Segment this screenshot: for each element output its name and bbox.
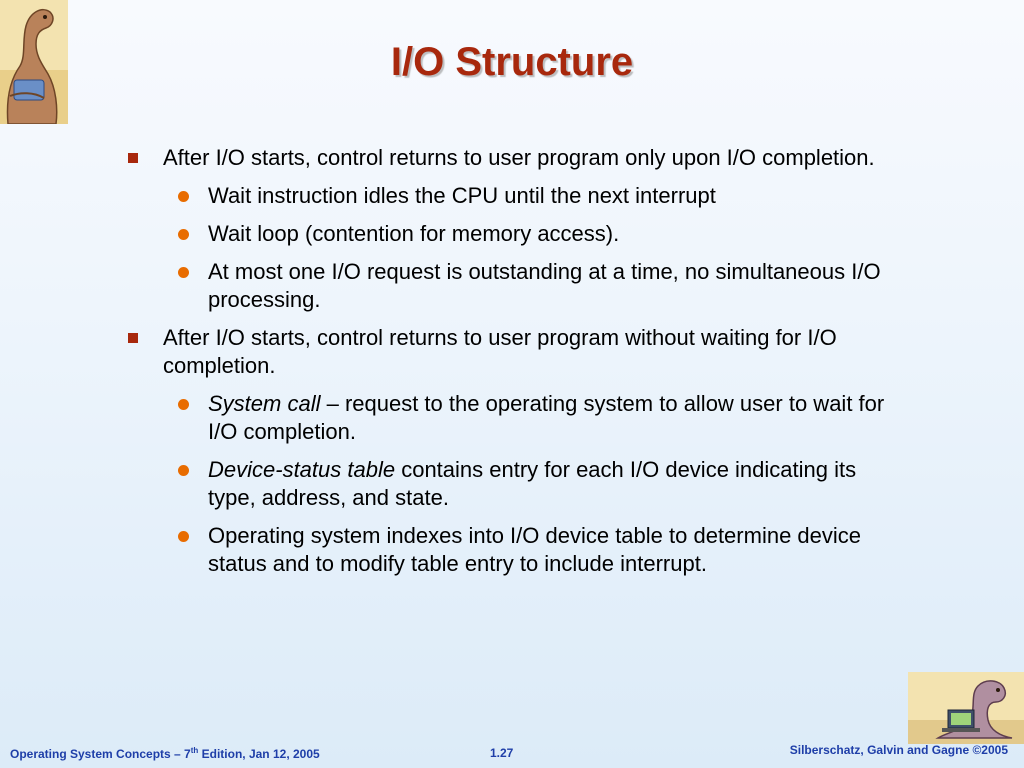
footer-authors: Silberschatz, Galvin and Gagne ©2005: [789, 743, 1008, 757]
bullet-term: Device-status table: [208, 457, 396, 482]
bullet-text: – request to the operating system to allow user to wait for I/O completion.: [208, 391, 885, 444]
bullet-text: After I/O starts, control returns to user program without waiting for I/O completion.: [163, 325, 837, 378]
bullet-term: System call: [208, 391, 321, 416]
footer-book-title: Operating System Concepts – 7th Edition, Jan 12, 2005: [10, 746, 320, 761]
round-bullet-icon: [178, 191, 189, 202]
dinosaur-laptop-icon: [908, 672, 1024, 744]
round-bullet-icon: [178, 229, 189, 240]
slide-title: I/O Structure: [390, 40, 634, 84]
footer-page-number: 1.27: [490, 746, 514, 760]
bullet-item: [126, 324, 896, 380]
bullet-text: Wait loop (contention for memory access).: [208, 221, 620, 246]
bullet-text: Wait instruction idles the CPU until the next interrupt: [208, 183, 716, 208]
sub-bullet-item: [126, 522, 896, 578]
bullet-text: Operating system indexes into I/O device table to determine device status and to modify table entry to include interrupt.: [208, 523, 862, 576]
bullet-item: [126, 144, 896, 172]
sub-bullet-item: [126, 182, 896, 210]
sub-bullet-item: [126, 390, 896, 446]
round-bullet-icon: [178, 465, 189, 476]
square-bullet-icon: [128, 153, 138, 163]
bullet-list: [126, 144, 896, 588]
round-bullet-icon: [178, 399, 189, 410]
square-bullet-icon: [128, 333, 138, 343]
bullet-text: After I/O starts, control returns to user program only upon I/O completion.: [163, 145, 875, 170]
sub-bullet-item: [126, 220, 896, 248]
bullet-text: contains entry for each I/O device indicating its type, address, and state.: [208, 457, 857, 510]
sub-bullet-item: [126, 456, 896, 512]
round-bullet-icon: [178, 531, 189, 542]
round-bullet-icon: [178, 267, 189, 278]
sub-bullet-item: [126, 258, 896, 314]
bullet-text: At most one I/O request is outstanding at a time, no simultaneous I/O processing.: [208, 259, 881, 312]
